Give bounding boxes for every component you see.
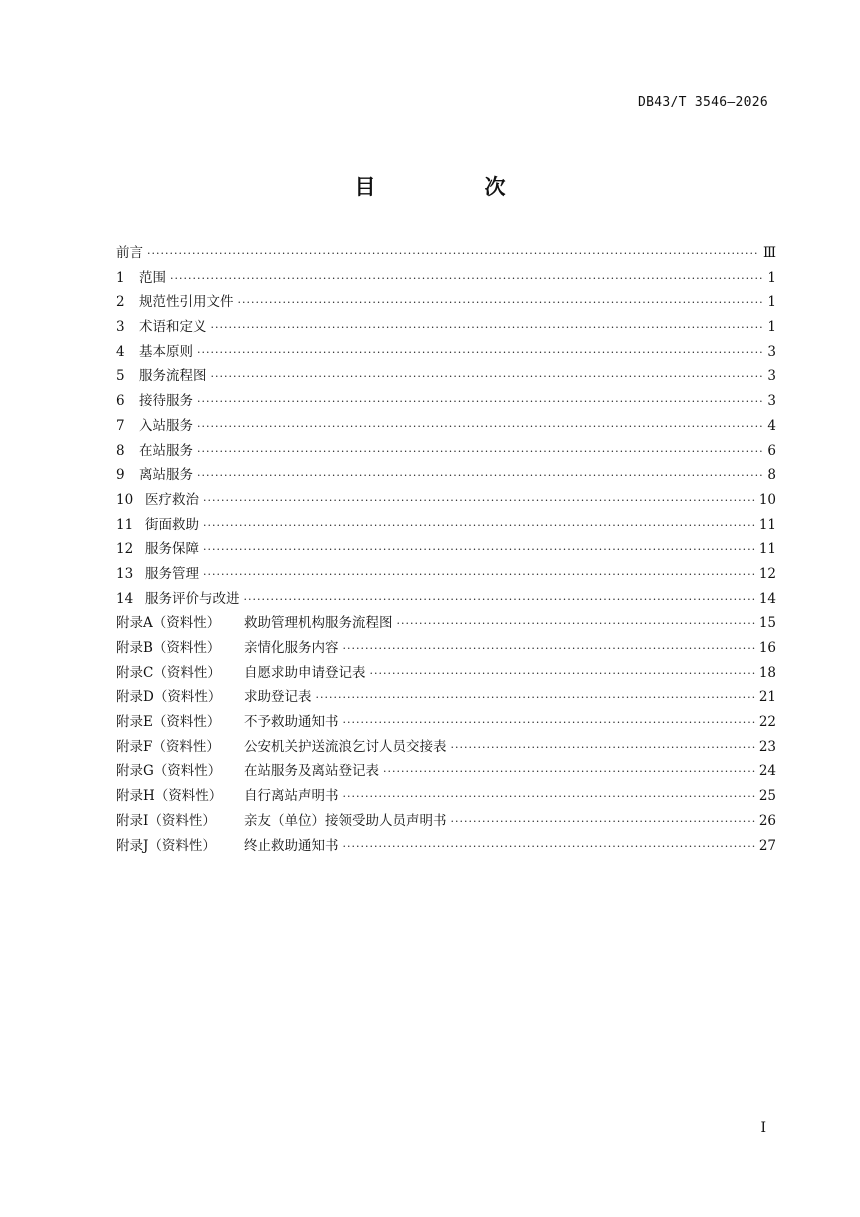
toc-entry-page: 3 [767,393,776,410]
toc-entry-label: 自愿求助申请登记表 [244,664,366,681]
dot-leader [203,538,755,563]
dot-leader [147,242,759,267]
toc-entry-label: 医疗救治 [145,491,199,508]
toc-entry[interactable] [116,562,776,587]
toc-entry-page: 24 [758,763,776,780]
toc-entry-page: 1 [767,294,776,311]
toc-entry-number: 3 [116,319,125,336]
toc-entry-page: 21 [758,689,776,706]
toc-entry[interactable] [116,241,776,266]
toc-entry-number: 7 [116,417,125,434]
toc-entry-number: 5 [116,368,125,385]
document-code: DB43/T 3546—2026 [637,95,768,110]
toc-entry[interactable] [116,439,776,464]
page-title: 目 次 [354,174,550,199]
toc-entry-number: 附录H（资料性） [116,788,223,805]
toc-entry-label: 入站服务 [139,417,193,434]
toc-entry-label: 服务流程图 [139,368,207,385]
toc-entry-label: 在站服务 [139,442,193,459]
toc-entry-label: 自行离站声明书 [244,788,339,805]
toc-entry-label: 服务评价与改进 [145,590,240,607]
toc-entry[interactable] [116,364,776,389]
dot-leader [203,489,755,514]
toc-entry-label: 在站服务及离站登记表 [244,763,379,780]
dot-leader [197,341,762,366]
toc-entry-label: 亲友（单位）接领受助人员声明书 [244,812,447,829]
toc-entry-page: 16 [758,640,776,656]
toc-entry-label: 亲情化服务内容 [244,640,339,656]
toc-entry-page: 22 [758,714,776,731]
toc-entry[interactable] [116,611,776,636]
toc-entry-page: 14 [758,590,776,607]
toc-entry-label: 服务管理 [145,565,199,582]
toc-entry-page: 11 [758,541,776,558]
toc-entry[interactable] [116,537,776,562]
toc-entry-number: 附录G（资料性） [116,763,222,780]
toc-entry-number: 附录C（资料性） [116,664,221,681]
dot-leader [170,267,762,292]
toc-entry[interactable] [116,834,776,859]
toc-entry-page: 18 [758,664,776,681]
toc-entry[interactable] [116,685,776,710]
toc-entry-page: 8 [767,467,776,484]
dot-leader [343,785,755,810]
dot-leader [370,662,755,687]
toc-entry-page: 11 [758,516,776,533]
toc-entry-number: 12 [116,541,134,558]
toc-entry-label: 离站服务 [139,467,193,484]
toc-entry[interactable] [116,759,776,784]
dot-leader [211,316,763,341]
toc-entry[interactable] [116,389,776,414]
toc-entry-label: 街面救助 [145,516,199,533]
toc-entry-number: 9 [116,467,125,484]
toc-entry-label: 不予救助通知书 [244,714,339,731]
toc-entry-page: 10 [758,491,776,508]
toc-entry[interactable] [116,735,776,760]
toc-entry-label: 公安机关护送流浪乞讨人员交接表 [244,738,447,755]
toc-entry-page: Ⅲ [762,245,776,261]
toc-entry[interactable] [116,315,776,340]
dot-leader [343,637,755,662]
toc-entry-label: 范围 [139,269,166,286]
toc-entry-number: 11 [116,516,134,533]
toc-entry-page: 26 [758,812,776,829]
dot-leader [211,365,763,390]
table-of-contents [116,241,776,858]
toc-entry-page: 1 [767,269,776,286]
dot-leader [203,563,755,588]
dot-leader [343,835,755,860]
toc-entry-number: 附录J（资料性） [116,837,216,854]
toc-entry[interactable] [116,463,776,488]
toc-entry-page: 12 [758,565,776,582]
toc-entry-number: 4 [116,343,125,360]
toc-entry-number: 10 [116,491,134,508]
toc-entry-number: 附录B（资料性） [116,640,221,656]
toc-entry[interactable] [116,636,776,661]
dot-leader [238,291,763,316]
dot-leader [343,711,755,736]
dot-leader [244,588,755,613]
toc-entry-number: 附录F（资料性） [116,738,220,755]
toc-entry-label: 接待服务 [139,393,193,410]
toc-entry-number: 2 [116,294,125,311]
toc-entry-page: 1 [767,319,776,336]
toc-entry-page: 6 [767,442,776,459]
toc-entry[interactable] [116,710,776,735]
dot-leader [197,415,762,440]
toc-entry[interactable] [116,587,776,612]
toc-entry[interactable] [116,809,776,834]
dot-leader [197,464,762,489]
footer-page-number: I [760,1120,766,1136]
toc-entry-number: 14 [116,590,134,607]
dot-leader [197,440,762,465]
toc-entry-label: 规范性引用文件 [139,294,234,311]
toc-entry-page: 3 [767,343,776,360]
toc-entry-label: 术语和定义 [139,319,207,336]
toc-entry[interactable] [116,414,776,439]
toc-entry-number: 附录A（资料性） [116,615,221,632]
dot-leader [203,514,755,539]
toc-entry-number: 8 [116,442,125,459]
toc-entry-number: 1 [116,269,125,286]
toc-entry-label: 终止救助通知书 [244,837,339,854]
toc-entry-label: 求助登记表 [244,689,312,706]
toc-entry-page: 3 [767,368,776,385]
toc-entry-number: 附录E（资料性） [116,714,221,731]
toc-entry-number: 附录D（资料性） [116,689,222,706]
toc-entry-page: 15 [758,615,776,632]
toc-entry-number: 附录I（资料性） [116,812,216,829]
toc-entry-label: 前言 [116,245,143,261]
toc-entry[interactable] [116,661,776,686]
toc-entry-number: 13 [116,565,134,582]
toc-entry[interactable] [116,266,776,291]
toc-entry-label: 救助管理机构服务流程图 [244,615,393,632]
toc-entry-page: 25 [758,788,776,805]
dot-leader [451,736,755,761]
toc-entry[interactable] [116,488,776,513]
toc-entry-page: 27 [758,837,776,854]
toc-entry[interactable] [116,340,776,365]
dot-leader [383,760,755,785]
toc-entry-page: 23 [758,738,776,755]
toc-entry[interactable] [116,784,776,809]
toc-entry-number: 6 [116,393,125,410]
dot-leader [397,612,755,637]
dot-leader [316,686,755,711]
toc-entry-label: 基本原则 [139,343,193,360]
toc-entry[interactable] [116,513,776,538]
dot-leader [451,810,755,835]
dot-leader [197,390,762,415]
toc-entry[interactable] [116,290,776,315]
toc-entry-page: 4 [767,417,776,434]
toc-entry-label: 服务保障 [145,541,199,558]
